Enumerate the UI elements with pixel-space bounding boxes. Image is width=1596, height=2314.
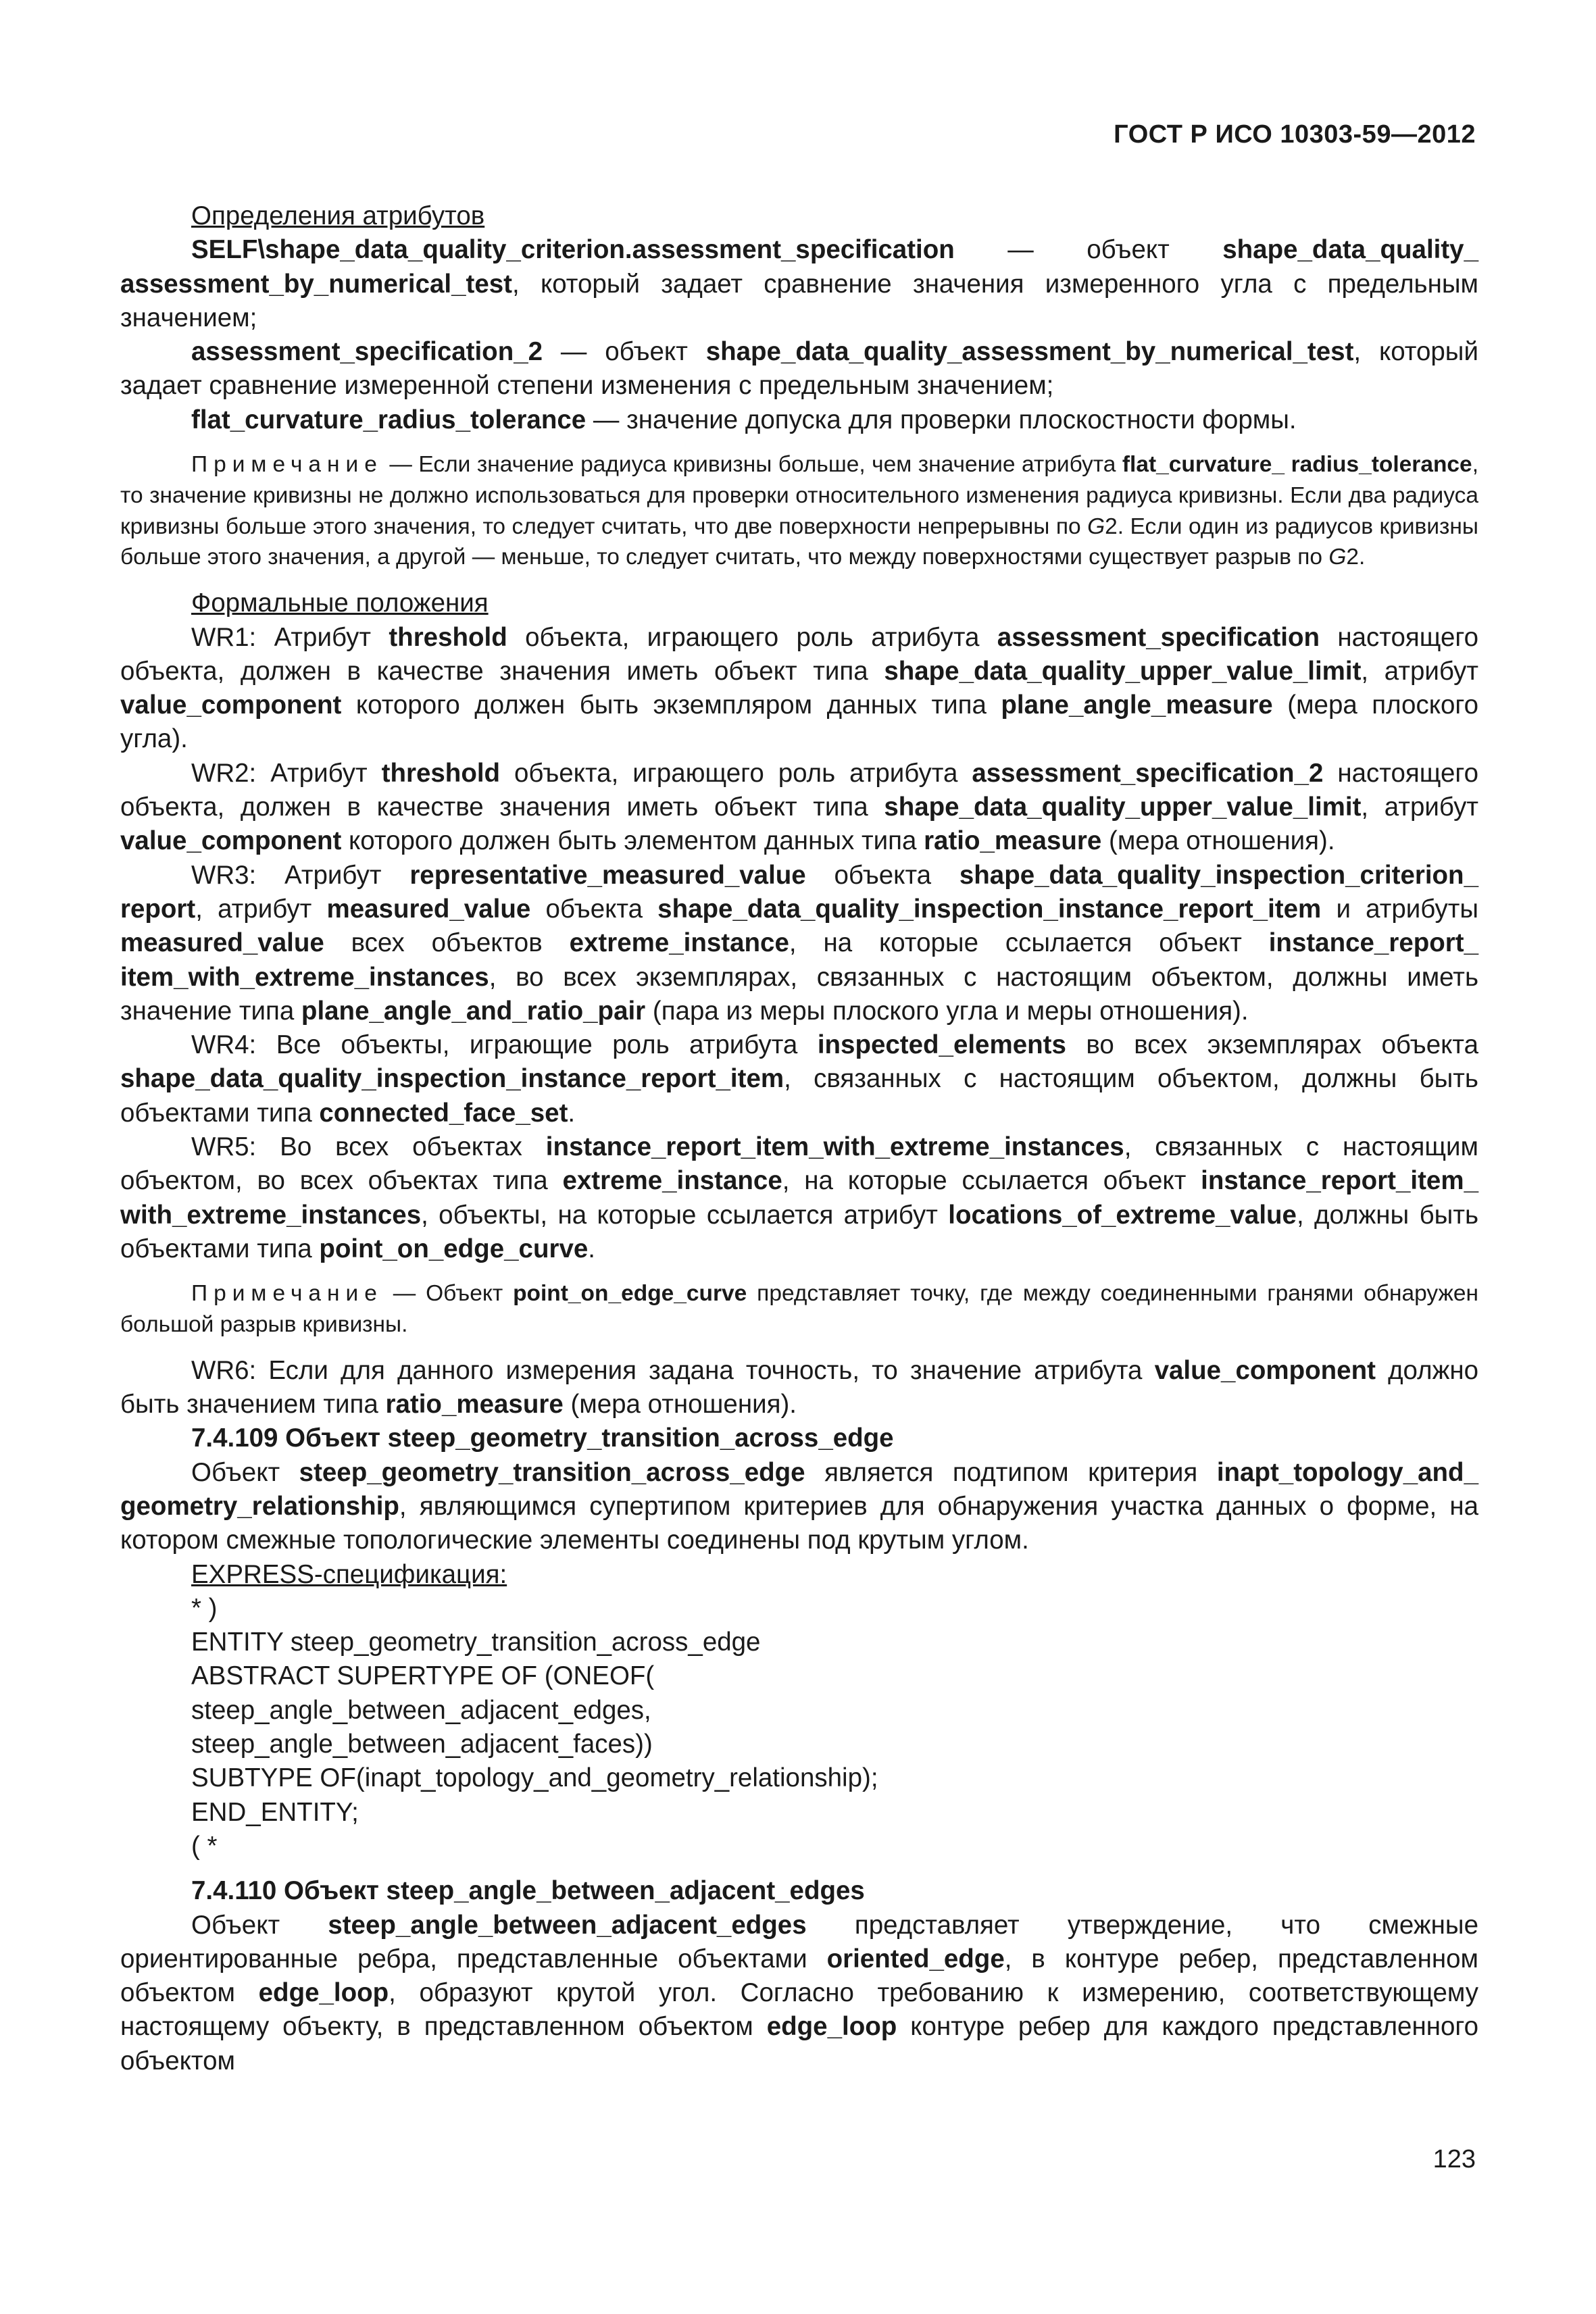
express-code-line: ( * xyxy=(191,1831,218,1861)
attribute-definitions-heading: Определения атрибутов xyxy=(191,201,485,230)
attribute-definition: flat_curvature_radius_tolerance — значение допуска для проверки плоскостности формы. xyxy=(191,405,1297,434)
section-paragraph: Объект steep_angle_between_adjacent_edges представляет утверждение, что смежные ориентированные ребра, представленные объектами oriented_edge, в контуре ребер, представленном объектом edge_loop, образуют крутой угол. Согласно требованию к измерению, соответствующему настоящему объекту, в представленном объектом edge_loop контуре ребер для каждого представленного объектом xyxy=(120,1910,1479,2076)
attribute-definition: SELF\shape_data_quality_criterion.assessment_specification — объект shape_data_quality_ assessment_by_numerical_test, который задает сравнение значения измеренного угла с предельным значением; xyxy=(120,235,1478,332)
express-code-line: SUBTYPE OF(inapt_topology_and_geometry_relationship); xyxy=(191,1763,878,1793)
where-rule-wr6: WR6: Если для данного измерения задана точность, то значение атрибута value_component должно быть значением типа ratio_measure (мера отношения). xyxy=(120,1355,1478,1419)
formal-propositions-heading: Формальные положения xyxy=(191,588,489,618)
express-code-line: * ) xyxy=(191,1593,218,1623)
where-rule-wr5: WR5: Во всех объектах instance_report_item_with_extreme_instances, связанных с настоящим объектом, во всех объектах типа extreme_instance, на которые ссылается объект instance_report_item_ with_extreme_instances, объекты, на которые ссылается атрибут locations_of_extreme_value, должны быть объектами типа point_on_edge_curve. xyxy=(120,1132,1479,1263)
note-paragraph: Примечание — Объект point_on_edge_curve представляет точку, где между соединенными гранями обнаружен большой разрыв кривизны. xyxy=(120,1281,1478,1337)
express-code-line: ABSTRACT SUPERTYPE OF (ONEOF( xyxy=(191,1661,655,1691)
where-rule-wr2: WR2: Атрибут threshold объекта, играющего роль атрибута assessment_specification_2 настоящего объекта, должен в качестве значения иметь объект типа shape_data_quality_upper_value_limit, атрибут value_component которого должен быть элементом данных типа ratio_measure (мера отношения). xyxy=(120,758,1478,856)
where-rule-wr1: WR1: Атрибут threshold объекта, играющего роль атрибута assessment_specification настоящего объекта, должен в качестве значения иметь объект типа shape_data_quality_upper_value_limit, атрибут value_component которого должен быть экземпляром данных типа plane_angle_measure (мера плоского угла). xyxy=(120,622,1479,754)
section-paragraph: Объект steep_geometry_transition_across_edge является подтипом критерия inapt_topology_and_ geometry_relationship, являющимся супертипом критериев для обнаружения участка данных о форме, на котором смежные топологические элементы соединены под крутым углом. xyxy=(120,1457,1478,1555)
section-title: 7.4.110 Объект steep_angle_between_adjacent_edges xyxy=(191,1876,865,1906)
express-code-line: ENTITY steep_geometry_transition_across_edge xyxy=(191,1628,761,1657)
note-paragraph: Примечание — Если значение радиуса кривизны больше, чем значение атрибута flat_curvature_ radius_tolerance, то значение кривизны не должно использоваться для проверки относительного изменения радиуса кривизны. Если два радиуса кривизны больше этого значения, то следует считать, что две поверхности непрерывны по G2. Если один из радиусов кривизны больше этого значения, а другой — меньше, то следует считать, что между поверхностями существует разрыв по G2. xyxy=(120,452,1478,570)
section-title: 7.4.109 Объект steep_geometry_transition_across_edge xyxy=(191,1424,894,1453)
page-number: 123 xyxy=(1432,2145,1476,2173)
express-spec-heading: EXPRESS-спецификация: xyxy=(191,1559,507,1589)
where-rule-wr3: WR3: Атрибут representative_measured_value объекта shape_data_quality_inspection_criterion_ report, атрибут measured_value объекта shape_data_quality_inspection_instance_report_item и атрибуты measured_value всех объектов extreme_instance, на которые ссылается объект instance_report_ item_with_extreme_instances, во всех экземплярах, связанных с настоящим объектом, должны иметь значение типа plane_angle_and_ratio_pair (пара из меры плоского угла и меры отношения). xyxy=(120,860,1479,1026)
where-rule-wr4: WR4: Все объекты, играющие роль атрибута inspected_elements во всех экземплярах объекта shape_data_quality_inspection_instance_report_item, связанных с настоящим объектом, должны быть объектами типа connected_face_set. xyxy=(120,1030,1479,1128)
standard-designation: ГОСТ Р ИСО 10303-59—2012 xyxy=(1114,120,1476,149)
attribute-definition: assessment_specification_2 — объект shape_data_quality_assessment_by_numerical_test, который задает сравнение измеренной степени изменения с предельным значением; xyxy=(120,337,1478,401)
express-code-line: END_ENTITY; xyxy=(191,1797,359,1827)
express-code-line: steep_angle_between_adjacent_edges, xyxy=(191,1695,651,1725)
express-code-line: steep_angle_between_adjacent_faces)) xyxy=(191,1730,653,1759)
page-body xyxy=(120,199,1478,2078)
